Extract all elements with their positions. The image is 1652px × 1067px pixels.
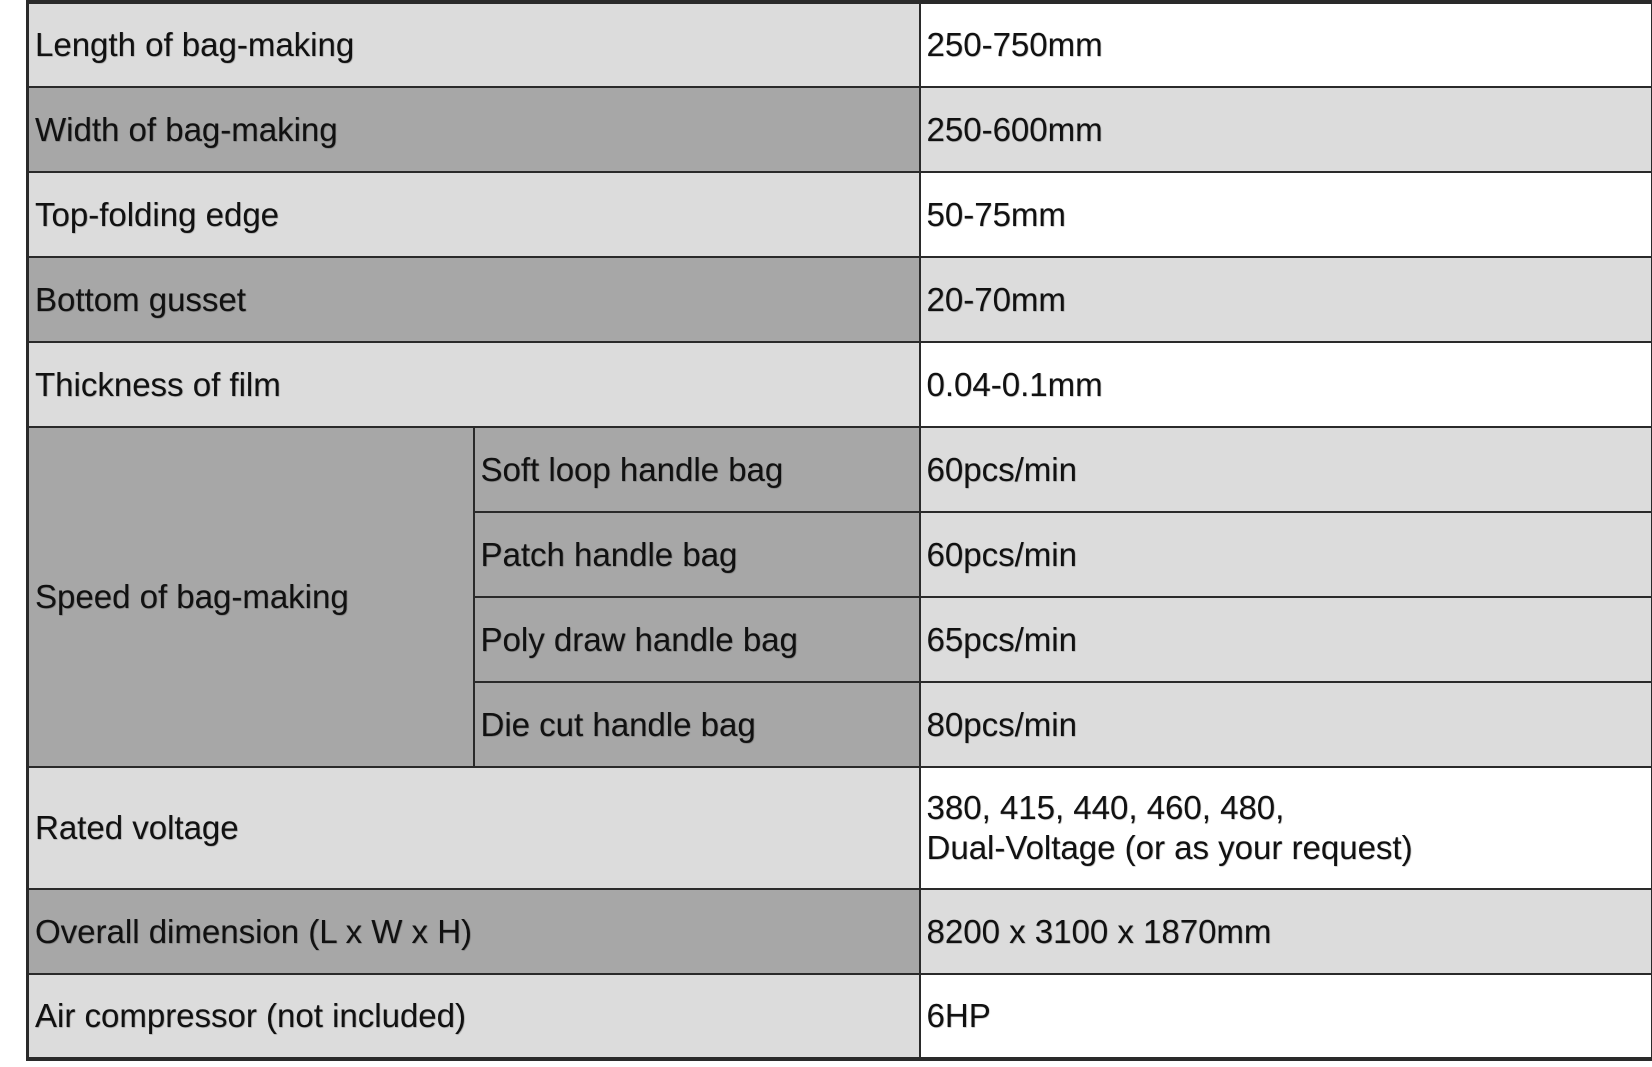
spec-label-top-folding: Top-folding edge [28,172,920,257]
spec-value-compressor: 6HP [920,974,1652,1059]
spec-label-length: Length of bag-making [28,2,920,87]
table-row [28,342,1652,427]
speed-type-poly-draw: Poly draw handle bag [474,597,920,682]
spec-label-thickness: Thickness of film [28,342,920,427]
table-row [28,427,1652,512]
speed-type-die-cut: Die cut handle bag [474,682,920,767]
voltage-line-dual: Dual-Voltage (or as your request) [926,829,1413,866]
spec-value-top-folding: 50-75mm [920,172,1652,257]
spec-value-width: 250-600mm [920,87,1652,172]
speed-value-patch: 60pcs/min [920,512,1652,597]
spec-value-bottom-gusset: 20-70mm [920,257,1652,342]
spec-label-voltage: Rated voltage [28,767,920,889]
table-row [28,889,1652,974]
table-row [28,2,1652,87]
speed-value-die-cut: 80pcs/min [920,682,1652,767]
table-row [28,974,1652,1059]
table-row [28,87,1652,172]
spec-value-dimension: 8200 x 3100 x 1870mm [920,889,1652,974]
speed-value-soft-loop: 60pcs/min [920,427,1652,512]
voltage-line-values: 380, 415, 440, 460, 480, [926,789,1285,826]
spec-label-bottom-gusset: Bottom gusset [28,257,920,342]
spec-label-width: Width of bag-making [28,87,920,172]
specification-table [26,0,1652,1061]
table-row [28,172,1652,257]
spec-label-dimension: Overall dimension (L x W x H) [28,889,920,974]
spec-label-compressor: Air compressor (not included) [28,974,920,1059]
speed-type-patch: Patch handle bag [474,512,920,597]
table-row [28,767,1652,889]
spec-value-length: 250-750mm [920,2,1652,87]
spec-value-thickness: 0.04-0.1mm [920,342,1652,427]
speed-value-poly-draw: 65pcs/min [920,597,1652,682]
spec-value-voltage [920,767,1652,889]
speed-type-soft-loop: Soft loop handle bag [474,427,920,512]
spec-label-speed: Speed of bag-making [28,427,474,767]
table-row [28,257,1652,342]
